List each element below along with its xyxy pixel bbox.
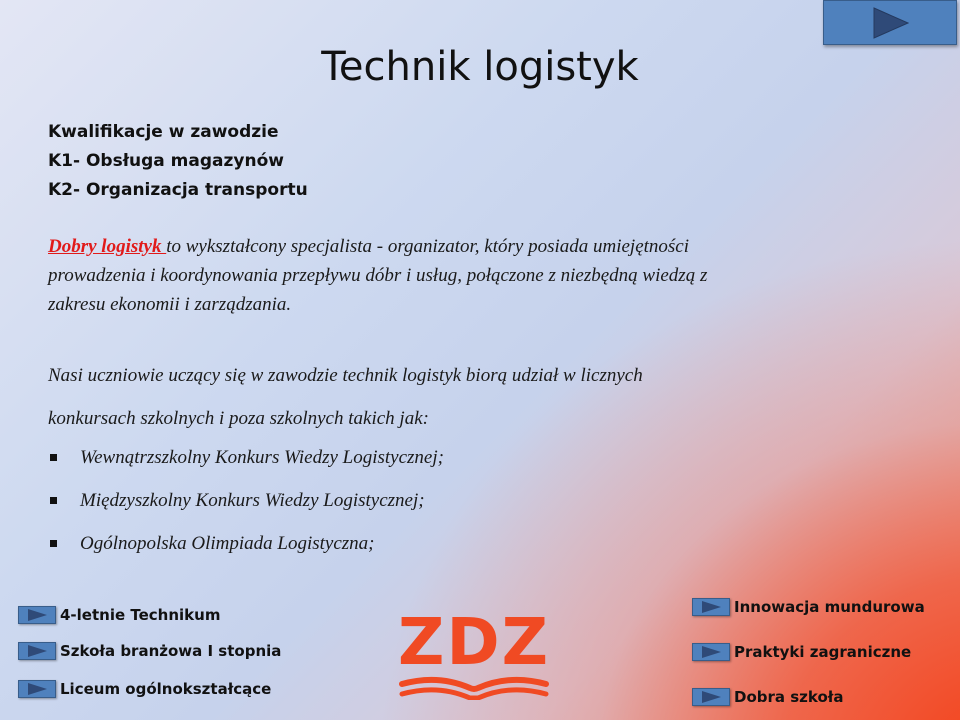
nav-link-innowacja-mundurowa[interactable] xyxy=(692,598,925,616)
nav-link-szkola-branzowa[interactable] xyxy=(18,642,281,660)
nav-label[interactable]: 4-letnie Technikum xyxy=(60,606,221,624)
nav-label[interactable]: Praktyki zagraniczne xyxy=(734,643,912,661)
play-arrow-icon xyxy=(700,690,722,704)
bullet-square-icon xyxy=(50,497,57,504)
play-arrow-icon xyxy=(700,600,722,614)
list-item xyxy=(48,479,444,522)
play-arrow-icon xyxy=(871,7,909,39)
definition-keyword: Dobry logistyk xyxy=(48,236,167,257)
nav-button[interactable] xyxy=(18,606,56,624)
definition-text-1: to wykształcony specjalista - organizator, który posiada umiejętności xyxy=(166,236,690,257)
list-item xyxy=(48,522,444,565)
nav-label[interactable]: Szkoła branżowa I stopnia xyxy=(60,642,282,660)
page-title: Technik logistyk xyxy=(321,44,639,90)
nav-button[interactable] xyxy=(18,680,56,698)
bullet-square-icon xyxy=(50,454,57,461)
logo-text: ZDZ xyxy=(398,606,550,680)
nav-button[interactable] xyxy=(692,688,730,706)
definition-paragraph xyxy=(48,232,898,319)
nav-label[interactable]: Innowacja mundurowa xyxy=(734,598,925,616)
play-arrow-icon xyxy=(26,608,48,622)
contest-label: Międzyszkolny Konkurs Wiedzy Logistycznej; xyxy=(80,489,425,511)
list-item xyxy=(48,436,444,479)
contests-intro-line-1: Nasi uczniowie uczący się w zawodzie technik logistyk biorą udział w licznych xyxy=(48,365,643,386)
bullet-square-icon xyxy=(50,540,57,547)
nav-link-technikum[interactable] xyxy=(18,606,220,624)
nav-link-dobra-szkola[interactable] xyxy=(692,688,843,706)
contests-list xyxy=(48,436,444,565)
nav-button[interactable] xyxy=(692,643,730,661)
next-slide-button[interactable] xyxy=(823,0,957,45)
nav-link-liceum[interactable] xyxy=(18,680,271,698)
play-arrow-icon xyxy=(26,644,48,658)
contests-intro-line-2: konkursach szkolnych i poza szkolnych takich jak: xyxy=(48,408,429,429)
nav-button[interactable] xyxy=(692,598,730,616)
zdz-logo xyxy=(398,604,550,700)
nav-link-praktyki-zagraniczne[interactable] xyxy=(692,643,911,661)
definition-line-1 xyxy=(48,232,898,261)
play-arrow-icon xyxy=(26,682,48,696)
qualification-k1: K1- Obsługa magazynów xyxy=(48,151,284,171)
qualifications-list xyxy=(48,118,308,205)
nav-label[interactable]: Liceum ogólnokształcące xyxy=(60,680,272,698)
nav-label[interactable]: Dobra szkoła xyxy=(734,688,844,706)
definition-line-3: zakresu ekonomii i zarządzania. xyxy=(48,294,292,315)
qualification-k2: K2- Organizacja transportu xyxy=(48,180,308,200)
play-arrow-icon xyxy=(700,645,722,659)
contests-intro xyxy=(48,354,898,440)
contest-label: Ogólnopolska Olimpiada Logistyczna; xyxy=(80,532,375,554)
definition-line-2: prowadzenia i koordynowania przepływu dóbr i usług, połączone z niezbędną wiedzą z xyxy=(48,265,708,286)
qualifications-heading: Kwalifikacje w zawodzie xyxy=(48,122,279,142)
contest-label: Wewnątrzszkolny Konkurs Wiedzy Logistycznej; xyxy=(80,446,444,468)
nav-button[interactable] xyxy=(18,642,56,660)
